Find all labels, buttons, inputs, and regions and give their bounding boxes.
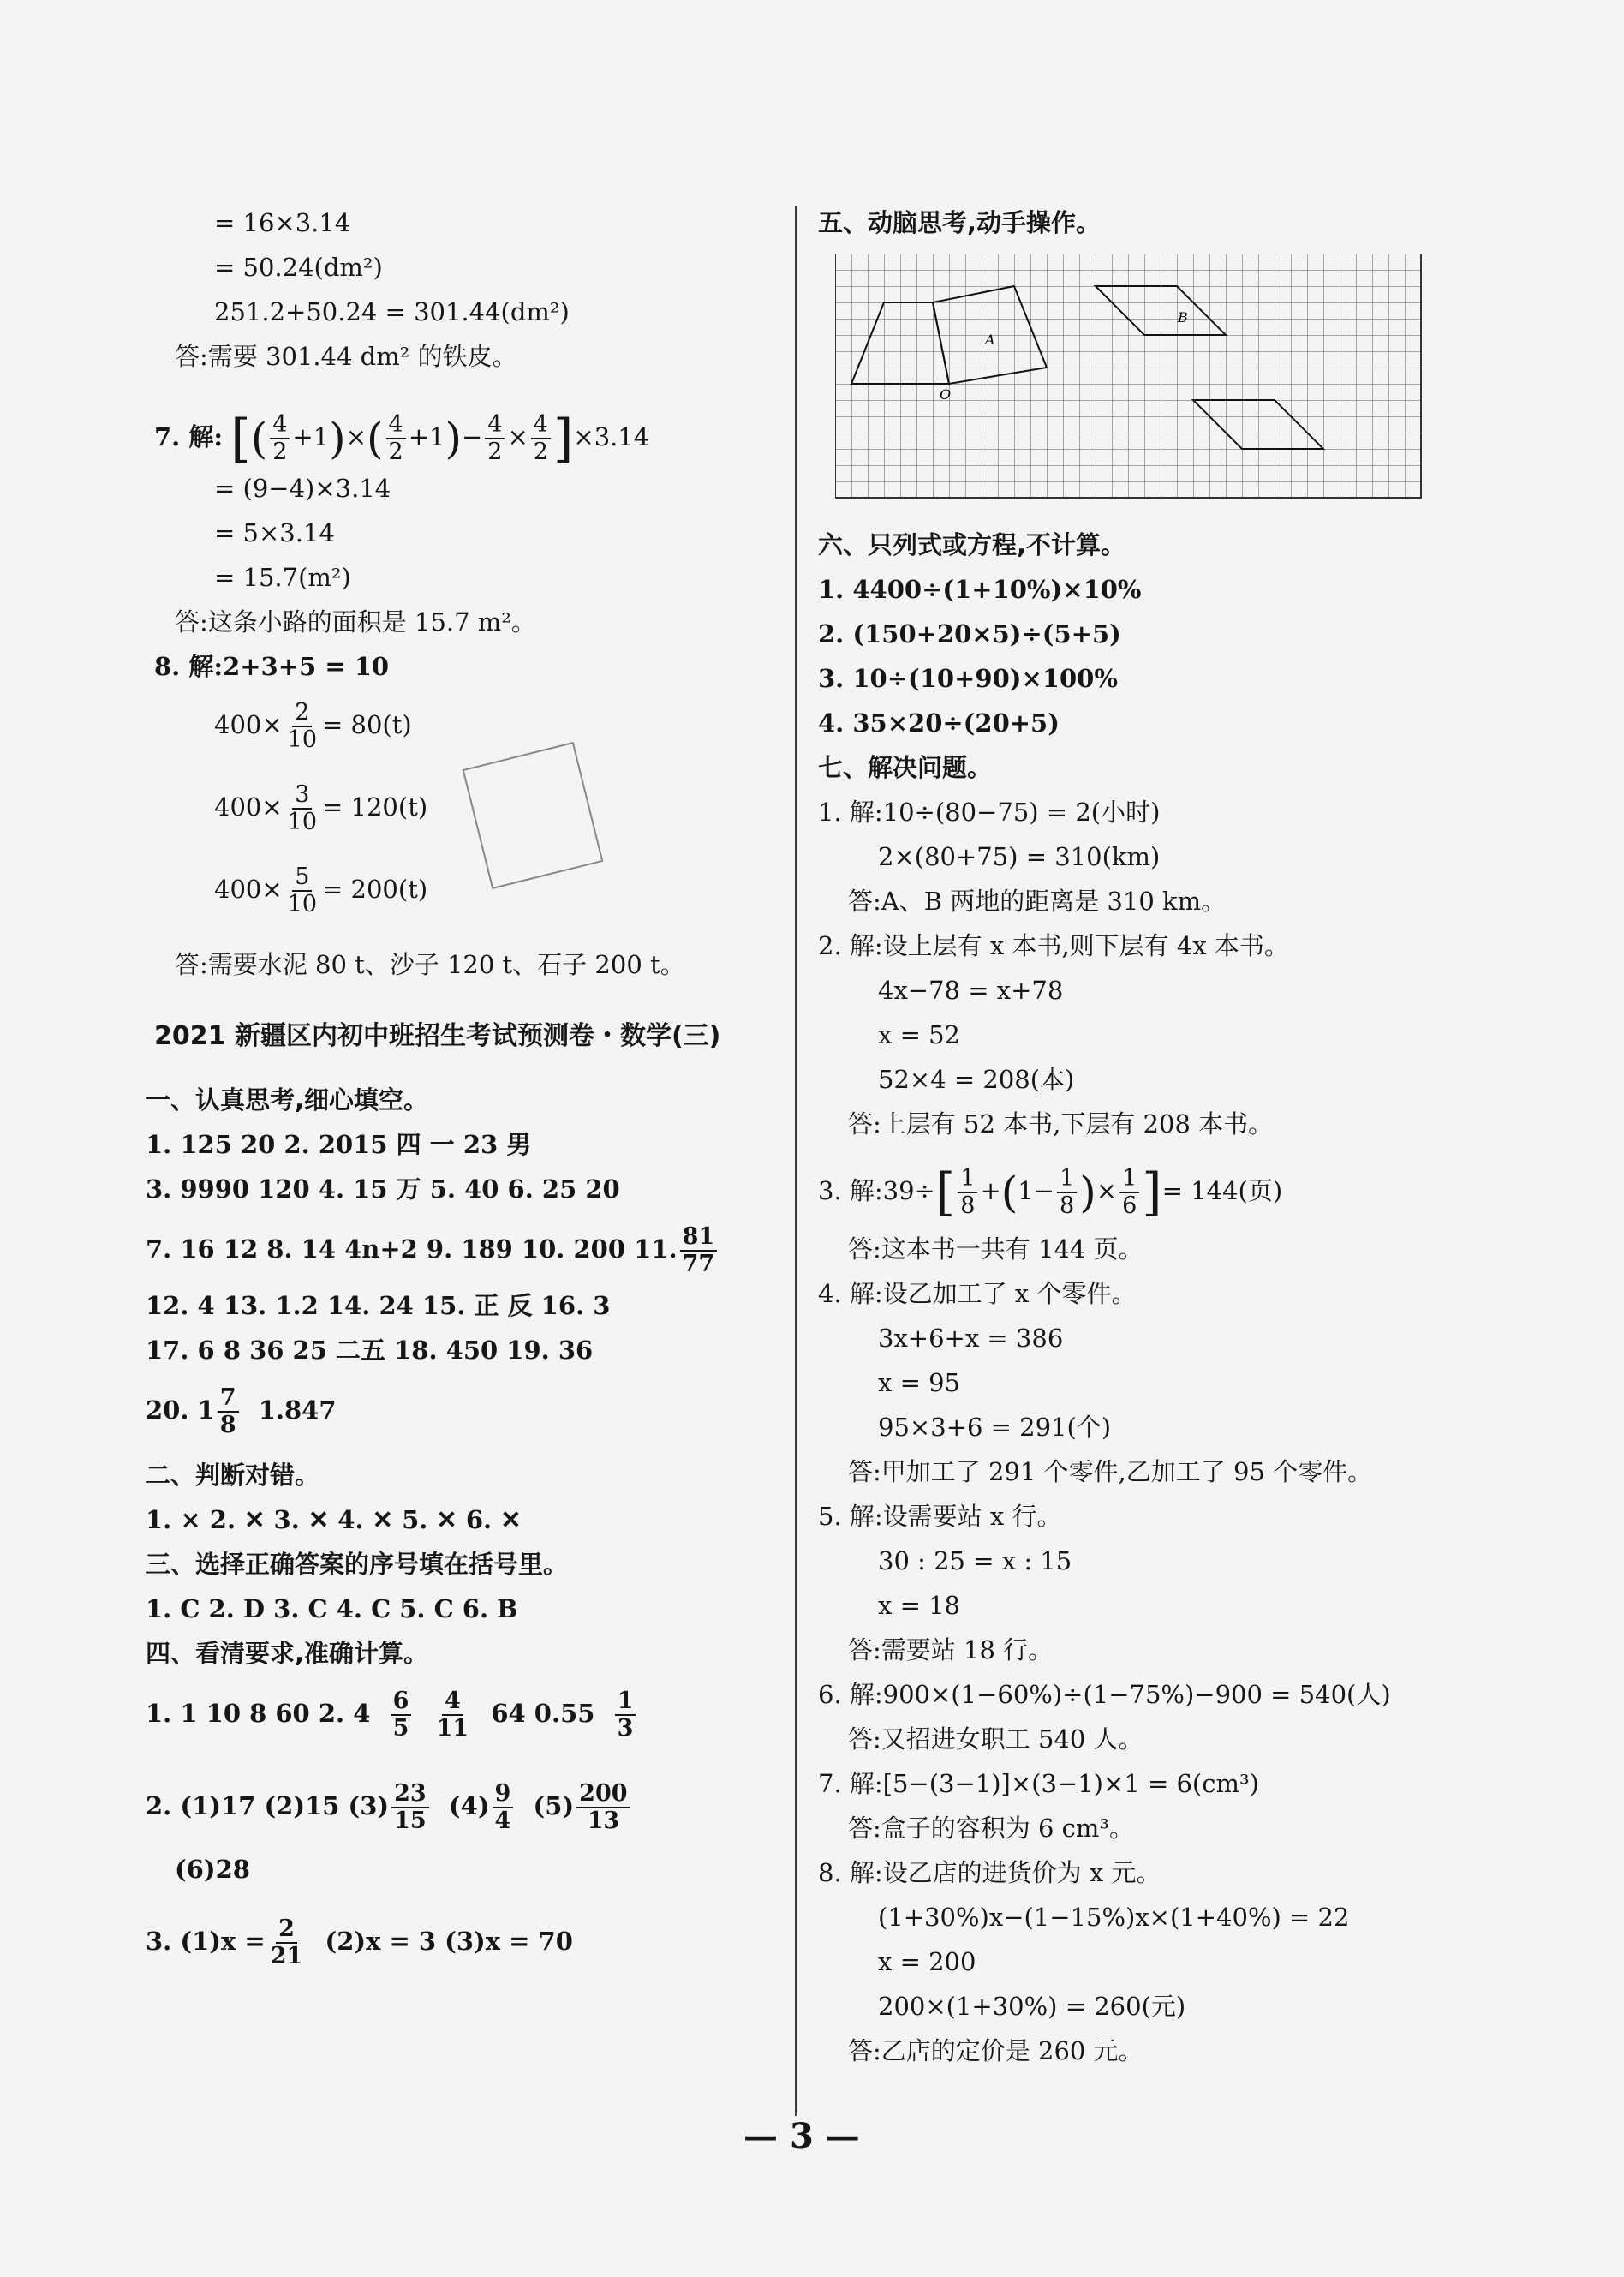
calc-line: = 5×3.14: [214, 518, 335, 547]
answer-line: 答:甲加工了 291 个零件,乙加工了 95 个零件。: [848, 1457, 1373, 1486]
answer-line: 答:A、B 两地的距离是 310 km。: [848, 887, 1227, 916]
calc-line: x = 200: [878, 1947, 976, 1976]
answer-line: 答:上层有 52 本书,下层有 208 本书。: [848, 1109, 1274, 1138]
answer-line: 答:这本书一共有 144 页。: [848, 1234, 1143, 1264]
section-title: 四、看清要求,准确计算。: [146, 1639, 429, 1668]
q8-line: 400× $\frac{5}{10}$ = 200(t): [214, 864, 428, 917]
q8-line: 400× $\frac{3}{10}$ = 120(t): [214, 781, 428, 835]
answer-line: 答:乙店的定价是 260 元。: [848, 2036, 1143, 2065]
answer-row: (6)28: [175, 1855, 250, 1884]
answer-row: 17. 6 8 36 25 二五 18. 450 19. 36: [146, 1336, 594, 1365]
answer-row: 3. 10÷(10+90)×100%: [818, 664, 1118, 693]
label-o: O: [940, 386, 952, 403]
calc-line: 7. 解:[5−(3−1)]×(3−1)×1 = 6(cm³): [818, 1769, 1259, 1798]
calc-line: 251.2+50.24 = 301.44(dm²): [214, 297, 570, 326]
answer-row: 2. (150+20×5)÷(5+5): [818, 619, 1121, 648]
calc-line: = 50.24(dm²): [214, 253, 383, 282]
answer-row: 20. 1 $\frac{7}{8}$ 1.847: [146, 1384, 337, 1438]
calc-line: 1. 解:10÷(80−75) = 2(小时): [818, 798, 1161, 827]
calc-line: 6. 解:900×(1−60%)÷(1−75%)−900 = 540(人): [818, 1680, 1391, 1709]
calc-line: 52×4 = 208(本): [878, 1065, 1075, 1094]
section-title: 五、动脑思考,动手操作。: [818, 208, 1102, 237]
section-title: 二、判断对错。: [146, 1461, 320, 1490]
section-title: 六、只列式或方程,不计算。: [818, 530, 1126, 559]
answer-row: 7. 16 12 8. 14 4n+2 9. 189 10. 200 11. $\frac{81}{77}$: [146, 1223, 719, 1277]
answer-row: 1. 1 10 8 60 2. 4 $\frac{6}{5}$ $\frac{4}{11}$ 64 0.55 $\frac{1}{3}$: [146, 1688, 638, 1742]
page-number: — 3 —: [743, 2116, 860, 2156]
answer-row: 1. 4400÷(1+10%)×10%: [818, 575, 1142, 604]
calc-line: = (9−4)×3.14: [214, 474, 391, 503]
exam-title: 2021 新疆区内初中班招生考试预测卷・数学(三): [154, 1021, 721, 1051]
stamp-mark: [463, 742, 604, 889]
calc-line: 95×3+6 = 291(个): [878, 1413, 1112, 1442]
calc-line: x = 95: [878, 1368, 960, 1397]
calc-line: 3x+6+x = 386: [878, 1324, 1064, 1353]
q8-line: 400× $\frac{2}{10}$ = 80(t): [214, 699, 412, 753]
section-title: 三、选择正确答案的序号填在括号里。: [146, 1550, 569, 1579]
answer-line: 答:需要站 18 行。: [848, 1635, 1054, 1664]
answer-row: 2. (1)17 (2)15 (3) $\frac{23}{15}$ (4) $\frac{9}{4}$ (5) $\frac{200}{13}$: [146, 1780, 633, 1834]
answer-line: 答:这条小路的面积是 15.7 m²。: [175, 607, 536, 636]
q3-formula: 3. 解:39÷[ $\frac{1}{8}$ +(1− $\frac{1}{8}$ )× $\frac{1}{6}$ ]= 144(页): [818, 1162, 1283, 1222]
label-a: A: [985, 332, 995, 348]
calc-line: 4. 解:设乙加工了 x 个零件。: [818, 1279, 1137, 1308]
answer-row: 4. 35×20÷(20+5): [818, 708, 1060, 738]
answer-row: 3. 9990 120 4. 15 万 5. 40 6. 25 20: [146, 1174, 620, 1204]
answer-line: 答:需要水泥 80 t、沙子 120 t、石子 200 t。: [175, 950, 685, 979]
q7-formula: 7. 解: [( $\frac{4}{2}$ +1)×( $\frac{4}{2}$ +1)− $\frac{4}{2}$ × $\frac{4}{2}$ ]×3.14: [154, 409, 650, 469]
calc-line: x = 18: [878, 1591, 960, 1620]
q8-label: 8. 解:2+3+5 = 10: [154, 652, 390, 681]
calc-line: 4x−78 = x+78: [878, 976, 1064, 1005]
calc-line: 2×(80+75) = 310(km): [878, 842, 1161, 871]
column-divider: [795, 206, 797, 2116]
answer-row: 1. 125 20 2. 2015 四 一 23 男: [146, 1130, 532, 1159]
answer-line: 答:又招进女职工 540 人。: [848, 1724, 1143, 1754]
answer-row: 1. × 2. ✕ 3. ✕ 4. ✕ 5. ✕ 6. ✕: [146, 1505, 522, 1534]
answer-row: 1. C 2. D 3. C 4. C 5. C 6. B: [146, 1594, 518, 1623]
calc-line: (1+30%)x−(1−15%)x×(1+40%) = 22: [878, 1903, 1350, 1932]
calc-line: 30 : 25 = x : 15: [878, 1546, 1072, 1575]
calc-line: 2. 解:设上层有 x 本书,则下层有 4x 本书。: [818, 931, 1289, 960]
calc-line: = 16×3.14: [214, 208, 351, 237]
answer-row: 12. 4 13. 1.2 14. 24 15. 正 反 16. 3: [146, 1291, 611, 1320]
section-title: 一、认真思考,细心填空。: [146, 1085, 429, 1115]
section-title: 七、解决问题。: [818, 753, 993, 782]
answer-row: 3. (1)x = $\frac{2}{21}$ (2)x = 3 (3)x = 70: [146, 1915, 573, 1969]
geometry-grid: [835, 254, 1426, 502]
page-number-value: 3: [789, 2116, 814, 2156]
calc-line: 200×(1+30%) = 260(元): [878, 1992, 1186, 2021]
answer-line: 答:盒子的容积为 6 cm³。: [848, 1814, 1135, 1843]
calc-line: x = 52: [878, 1020, 960, 1049]
calc-line: 8. 解:设乙店的进货价为 x 元。: [818, 1858, 1161, 1887]
calc-line: = 15.7(m²): [214, 563, 351, 592]
calc-line: 5. 解:设需要站 x 行。: [818, 1502, 1062, 1531]
answer-line: 答:需要 301.44 dm² 的铁皮。: [175, 342, 517, 371]
label-b: B: [1178, 309, 1188, 326]
